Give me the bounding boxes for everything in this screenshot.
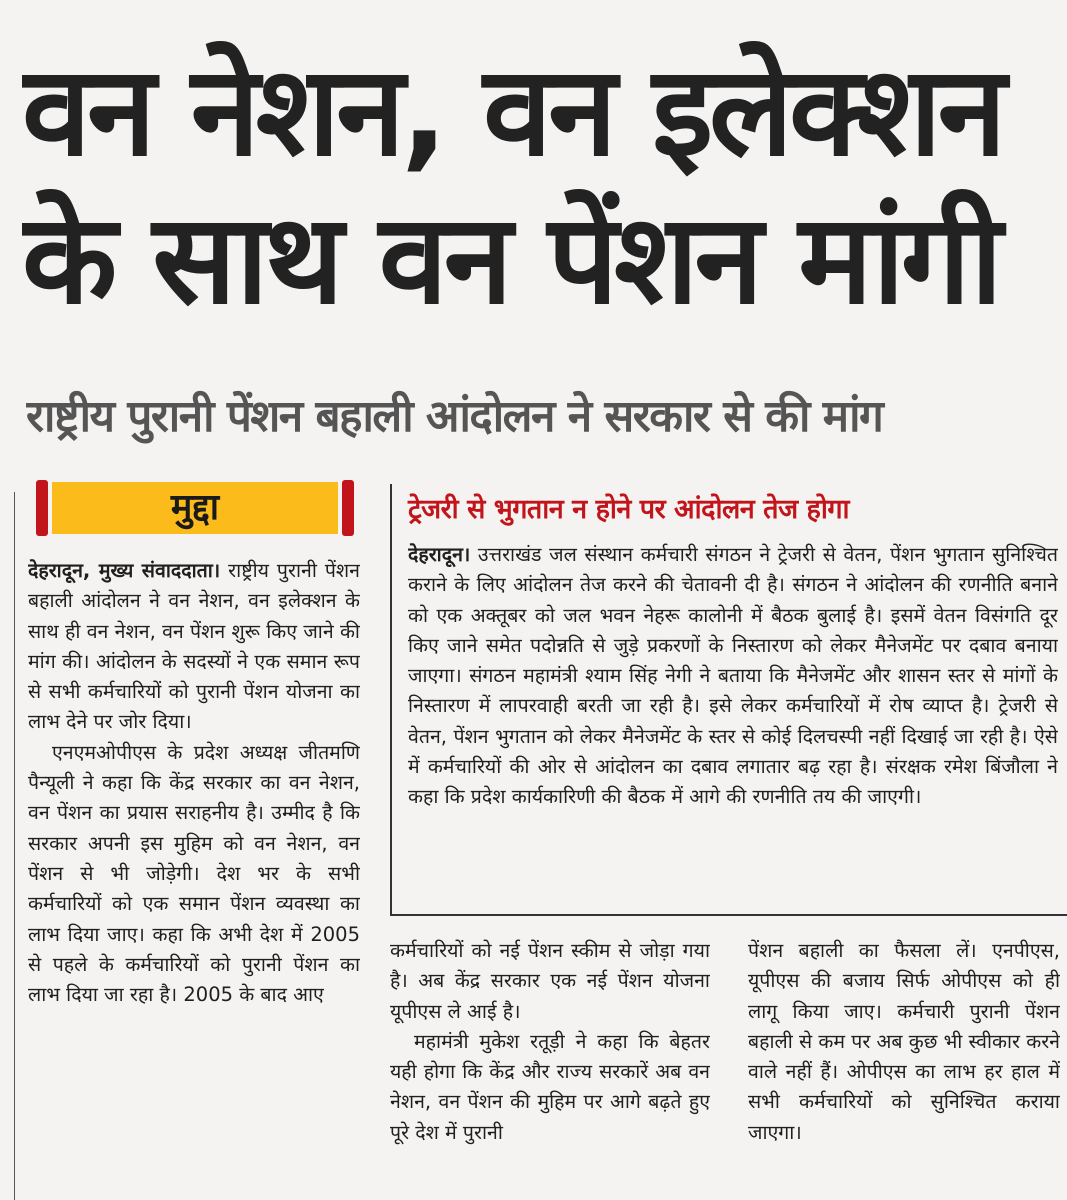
headline-line-1: वन नेशन, वन इलेक्शन bbox=[22, 40, 1003, 184]
article-column-1 bbox=[28, 556, 360, 1196]
column1-paragraph-2: एनएमओपीएस के प्रदेश अध्यक्ष जीतमणि पैन्यूली ने कहा कि केंद्र सरकार का वन नेशन, वन पेंशन का प्रयास सराहनीय है। उम्मीद है कि सरकार अपनी इस मुहिम को वन नेशन, वन पेंशन से भी जोड़ेगी। देश भर के सभी कर्मचारियों को एक समान पेंशन व्यवस्था का लाभ दिया जाए। कहा कि अभी देश में 2005 से पहले के कर्मचारियों को पुरानी पेंशन का लाभ दिया जा रहा है। 2005 के बाद आए bbox=[28, 740, 360, 1007]
subheadline: राष्ट्रीय पुरानी पेंशन बहाली आंदोलन ने सरकार से की मांग bbox=[26, 391, 883, 442]
article-column-2 bbox=[390, 936, 710, 1196]
badge-right-bar bbox=[342, 480, 354, 536]
topic-badge bbox=[36, 480, 354, 536]
column1-paragraph-1 bbox=[28, 556, 360, 738]
column2-paragraph-1: कर्मचारियों को नई पेंशन स्कीम से जोड़ा गया है। अब केंद्र सरकार एक नई पेंशन योजना यूपीएस ले आई है। bbox=[390, 939, 710, 1023]
column-rule bbox=[14, 492, 15, 1200]
badge-label: मुद्दा bbox=[52, 482, 338, 534]
boxed-story-paragraph bbox=[408, 540, 1058, 813]
dateline: देहरादून, मुख्य संवाददाता। bbox=[28, 559, 221, 582]
column1-para1-text: राष्ट्रीय पुरानी पेंशन बहाली आंदोलन ने वन नेशन, वन इलेक्शन के साथ ही वन नेशन, वन पेंशन शुरू किए जाने की मांग की। आंदोलन के सदस्यों ने एक समान रूप से सभी कर्मचारियों को पुरानी पेंशन योजना का लाभ देने पर जोर दिया। bbox=[28, 559, 360, 734]
boxed-story-title: ट्रेजरी से भुगतान न होने पर आंदोलन तेज होगा bbox=[408, 494, 850, 525]
boxed-story-dateline: देहरादून। bbox=[408, 543, 471, 566]
headline bbox=[22, 38, 1052, 334]
article-column-3 bbox=[748, 936, 1060, 1196]
badge-left-bar bbox=[36, 480, 48, 536]
headline-line-2: के साथ वन पेंशन मांगी bbox=[22, 188, 999, 332]
column3-paragraph-1: पेंशन बहाली का फैसला लें। एनपीएस, यूपीएस की बजाय सिर्फ ओपीएस को ही लागू किया जाए। कर्मचारी पुरानी पेंशन बहाली से कम पर अब कुछ भी स्वीकार करने वाले नहीं हैं। ओपीएस का लाभ हर हाल में सभी कर्मचारियों को सुनिश्चित कराया जाएगा। bbox=[748, 939, 1060, 1144]
boxed-story-text: उत्तराखंड जल संस्थान कर्मचारी संगठन ने ट्रेजरी से वेतन, पेंशन भुगतान सुनिश्चित कराने के लिए आंदोलन तेज करने की चेतावनी दी है। संगठन ने आंदोलन की रणनीति बनाने को एक अक्तूबर को जल भवन नेहरू कालोनी में बैठक बुलाई है। इसमें वेतन विसंगति दूर किए जाने समेत पदोन्नति से जुड़े प्रकरणों के निस्तारण को लेकर मैनेजमेंट पर दबाव बनाया जाएगा। संगठन महामंत्री श्याम सिंह नेगी ने बताया कि मैनेजमेंट और शासन स्तर से मांगों के निस्तारण में लापरवाही बरती जा रही है। इसे लेकर कर्मचारियों में रोष व्याप्त है। ट्रेजरी से वेतन, पेंशन भुगतान को लेकर मैनेजमेंट के स्तर से कोई दिलचस्पी नहीं दिखाई जा रही है। ऐसे में कर्मचारियों की ओर से आंदोलन का दबाव लगातार बढ़ रहा है। संरक्षक रमेश बिंजौला ने कहा कि प्रदेश कार्यकारिणी की बैठक में आगे की रणनीति तय की जाएगी। bbox=[408, 543, 1058, 809]
column2-paragraph-2: महामंत्री मुकेश रतूड़ी ने कहा कि बेहतर यही होगा कि केंद्र और राज्य सरकारें अब वन नेशन, वन पेंशन की मुहिम पर आगे बढ़ते हुए पूरे देश में पुरानी bbox=[390, 1029, 710, 1144]
boxed-story-body bbox=[408, 540, 1058, 900]
